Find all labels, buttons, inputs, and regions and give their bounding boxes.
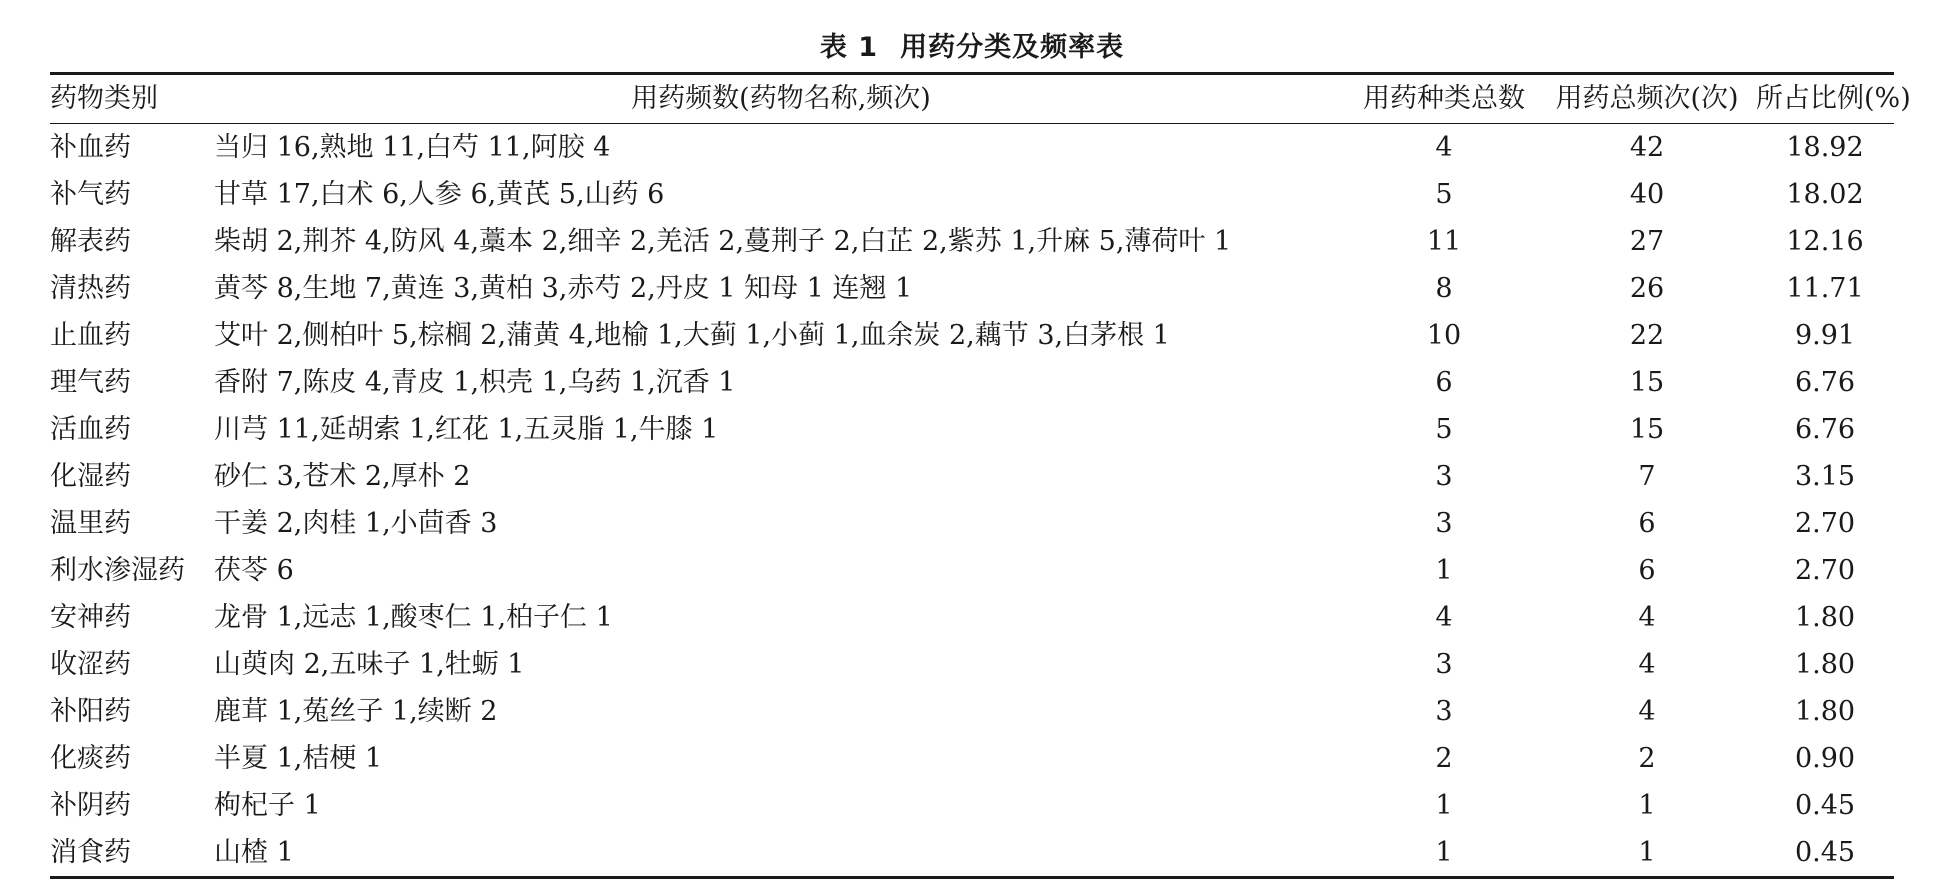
- cell-drugs: 香附 7,陈皮 4,青皮 1,枳壳 1,乌药 1,沉香 1: [214, 367, 736, 398]
- table-caption-title: 用药分类及频率表: [900, 32, 1125, 63]
- cell-ratio: 0.45: [1794, 790, 1856, 821]
- table-row: [50, 359, 1894, 406]
- cell-ratio: 2.70: [1794, 555, 1856, 586]
- cell-ratio: 1.80: [1794, 602, 1856, 633]
- table-body: [50, 124, 1894, 878]
- cell-drugs: 山楂 1: [214, 837, 294, 868]
- cell-ratio: 6.76: [1794, 414, 1856, 445]
- cell-ratio: 11.71: [1786, 273, 1864, 304]
- cell-drugs: 枸杞子 1: [214, 790, 321, 821]
- cell-frequency: 40: [1629, 179, 1665, 210]
- table-row: [50, 735, 1894, 782]
- cell-kinds: 3: [1435, 461, 1453, 492]
- cell-frequency: 15: [1629, 367, 1665, 398]
- cell-category: 化湿药: [50, 461, 131, 492]
- cell-kinds: 5: [1435, 414, 1453, 445]
- table-row: [50, 594, 1894, 641]
- cell-frequency: 1: [1638, 837, 1656, 868]
- table-caption-number: 表 1: [819, 32, 879, 63]
- cell-drugs: 山萸肉 2,五味子 1,牡蛎 1: [214, 649, 525, 680]
- table-row: [50, 453, 1894, 500]
- table-row: [50, 500, 1894, 547]
- cell-category: 解表药: [50, 226, 131, 257]
- cell-kinds: 11: [1426, 226, 1462, 257]
- cell-kinds: 1: [1435, 790, 1453, 821]
- table-row: [50, 406, 1894, 453]
- cell-ratio: 1.80: [1794, 649, 1856, 680]
- table-row: [50, 218, 1894, 265]
- cell-category: 清热药: [50, 273, 131, 304]
- cell-kinds: 1: [1435, 555, 1453, 586]
- cell-ratio: 18.92: [1786, 132, 1864, 163]
- cell-category: 补气药: [50, 179, 131, 210]
- cell-category: 理气药: [50, 367, 131, 398]
- cell-drugs: 甘草 17,白术 6,人参 6,黄芪 5,山药 6: [214, 179, 665, 210]
- cell-category: 利水渗湿药: [50, 555, 185, 586]
- cell-ratio: 6.76: [1794, 367, 1856, 398]
- cell-drugs: 柴胡 2,荆芥 4,防风 4,藁本 2,细辛 2,羌活 2,蔓荆子 2,白芷 2,紫苏 1,升麻 5,薄荷叶 1: [214, 226, 1232, 257]
- cell-kinds: 5: [1435, 179, 1453, 210]
- cell-frequency: 42: [1629, 132, 1665, 163]
- table-row: [50, 829, 1894, 878]
- header-ratio: 所占比例(%): [1756, 83, 1911, 114]
- cell-drugs: 龙骨 1,远志 1,酸枣仁 1,柏子仁 1: [214, 602, 613, 633]
- cell-kinds: 4: [1435, 132, 1453, 163]
- table-header-row: [50, 74, 1894, 124]
- cell-ratio: 0.90: [1794, 743, 1856, 774]
- cell-drugs: 当归 16,熟地 11,白芍 11,阿胶 4: [214, 132, 611, 163]
- table-row: [50, 265, 1894, 312]
- header-frequency: 用药总频次(次): [1555, 83, 1739, 114]
- cell-kinds: 4: [1435, 602, 1453, 633]
- cell-ratio: 9.91: [1794, 320, 1856, 351]
- cell-kinds: 8: [1435, 273, 1453, 304]
- cell-frequency: 4: [1638, 696, 1656, 727]
- cell-category: 补阴药: [50, 790, 131, 821]
- cell-frequency: 2: [1638, 743, 1656, 774]
- cell-drugs: 茯苓 6: [214, 555, 294, 586]
- cell-category: 补阳药: [50, 696, 131, 727]
- cell-kinds: 3: [1435, 649, 1453, 680]
- table-row: [50, 688, 1894, 735]
- cell-category: 止血药: [50, 320, 131, 351]
- header-category: 药物类别: [50, 83, 158, 114]
- cell-ratio: 3.15: [1794, 461, 1856, 492]
- header-kinds: 用药种类总数: [1363, 83, 1525, 114]
- medication-frequency-table: [50, 72, 1911, 879]
- cell-kinds: 6: [1435, 367, 1453, 398]
- table-row: [50, 312, 1894, 359]
- table-row: [50, 171, 1894, 218]
- cell-frequency: 26: [1629, 273, 1665, 304]
- cell-kinds: 3: [1435, 508, 1453, 539]
- cell-drugs: 砂仁 3,苍术 2,厚朴 2: [214, 461, 471, 492]
- table-caption: [50, 28, 1894, 68]
- cell-category: 温里药: [50, 508, 131, 539]
- cell-frequency: 4: [1638, 649, 1656, 680]
- cell-ratio: 0.45: [1794, 837, 1856, 868]
- cell-frequency: 27: [1629, 226, 1665, 257]
- cell-frequency: 22: [1629, 320, 1665, 351]
- cell-category: 补血药: [50, 132, 131, 163]
- cell-category: 活血药: [50, 414, 131, 445]
- cell-drugs: 鹿茸 1,菟丝子 1,续断 2: [214, 696, 498, 727]
- cell-category: 安神药: [50, 602, 131, 633]
- cell-drugs: 黄芩 8,生地 7,黄连 3,黄柏 3,赤芍 2,丹皮 1 知母 1 连翘 1: [214, 273, 913, 304]
- cell-ratio: 18.02: [1786, 179, 1864, 210]
- cell-ratio: 1.80: [1794, 696, 1856, 727]
- cell-drugs: 干姜 2,肉桂 1,小茴香 3: [214, 508, 498, 539]
- cell-kinds: 1: [1435, 837, 1453, 868]
- cell-drugs: 半夏 1,桔梗 1: [214, 743, 383, 774]
- header-drugs: 用药频数(药物名称,频次): [631, 83, 931, 114]
- cell-frequency: 7: [1638, 461, 1656, 492]
- cell-category: 化痰药: [50, 743, 131, 774]
- cell-drugs: 川芎 11,延胡索 1,红花 1,五灵脂 1,牛膝 1: [214, 414, 719, 445]
- table-row: [50, 547, 1894, 594]
- table-row: [50, 782, 1894, 829]
- cell-frequency: 6: [1638, 508, 1656, 539]
- cell-frequency: 6: [1638, 555, 1656, 586]
- cell-frequency: 15: [1629, 414, 1665, 445]
- cell-ratio: 12.16: [1786, 226, 1864, 257]
- cell-category: 消食药: [50, 837, 131, 868]
- cell-kinds: 3: [1435, 696, 1453, 727]
- cell-drugs: 艾叶 2,侧柏叶 5,棕榈 2,蒲黄 4,地榆 1,大蓟 1,小蓟 1,血余炭 2,藕节 3,白茅根 1: [214, 320, 1170, 351]
- cell-category: 收涩药: [50, 649, 131, 680]
- cell-ratio: 2.70: [1794, 508, 1856, 539]
- cell-kinds: 10: [1426, 320, 1462, 351]
- table-row: [50, 641, 1894, 688]
- cell-frequency: 4: [1638, 602, 1656, 633]
- table-row: [50, 124, 1894, 172]
- cell-frequency: 1: [1638, 790, 1656, 821]
- cell-kinds: 2: [1435, 743, 1453, 774]
- document-page: [50, 28, 1911, 879]
